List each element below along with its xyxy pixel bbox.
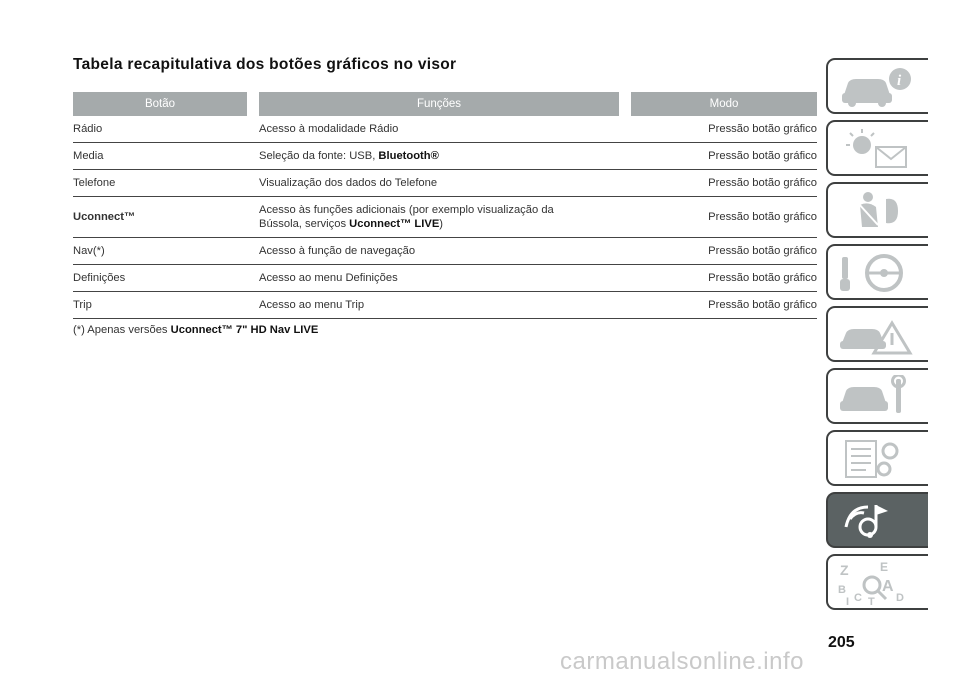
technical-data-icon [836,437,924,481]
cell-button: Uconnect™ [73,197,247,238]
tab-warning-lights[interactable] [826,120,928,176]
tab-maintenance[interactable] [826,368,928,424]
cell-mode: Pressão botão gráfico [631,197,817,238]
svg-text:D: D [896,592,904,604]
cell-mode: Pressão botão gráfico [631,238,817,265]
watermark: carmanualsonline.info [560,648,804,675]
page-title: Tabela recapitulativa dos botões gráficos no visor [73,56,457,73]
svg-text:I: I [846,596,850,605]
tab-emergency[interactable] [826,306,928,362]
cell-button: Nav(*) [73,238,247,265]
cell-function: Acesso ao menu Trip [259,292,619,319]
cell-button: Trip [73,292,247,319]
cell-button: Telefone [73,170,247,197]
cell-mode: Pressão botão gráfico [631,265,817,292]
tab-safety[interactable] [826,182,928,238]
cell-function: Acesso ao menu Definições [259,265,619,292]
tab-multimedia[interactable] [826,492,928,548]
svg-text:B: B [838,584,846,596]
table-row [73,143,817,170]
cell-function: Acesso às funções adicionais (por exemplo visualização da Bússola, serviços Uconnect™ LIVE) [259,197,619,238]
table-row [73,238,817,265]
buttons-summary-table [73,92,817,319]
cell-mode: Pressão botão gráfico [631,292,817,319]
table-row [73,116,817,143]
tab-technical-data[interactable] [826,430,928,486]
svg-text:Z: Z [840,562,849,578]
tab-car-info[interactable] [826,58,928,114]
cell-function: Acesso à função de navegação [259,238,619,265]
cell-function: Seleção da fonte: USB, Bluetooth® [259,143,619,170]
car-info-icon [836,65,924,109]
table-row [73,170,817,197]
cell-mode: Pressão botão gráfico [631,143,817,170]
table-header-row [73,92,817,116]
tab-starting-driving[interactable] [826,244,928,300]
key-steering-wheel-icon [836,251,924,295]
alphabetical-index-icon [836,561,924,605]
cell-button: Rádio [73,116,247,143]
warning-lights-message-icon [836,127,924,171]
cell-button: Definições [73,265,247,292]
cell-button: Media [73,143,247,170]
header-functions: Funções [259,92,619,116]
table-row [73,265,817,292]
page-number: 205 [828,634,855,651]
cell-function: Acesso à modalidade Rádio [259,116,619,143]
header-mode: Modo [631,92,817,116]
svg-text:C: C [854,592,862,604]
header-button: Botão [73,92,247,116]
cell-mode: Pressão botão gráfico [631,116,817,143]
cell-mode: Pressão botão gráfico [631,170,817,197]
svg-text:T: T [868,596,875,605]
svg-text:E: E [880,561,889,574]
seatbelt-airbag-icon [836,189,924,233]
table-row [73,197,817,238]
cell-function: Visualização dos dados do Telefone [259,170,619,197]
table-row [73,292,817,319]
footnote: (*) Apenas versões Uconnect™ 7" HD Nav LIVE [73,324,319,336]
svg-text:A: A [882,578,894,595]
svg-text:i: i [897,73,902,89]
tab-index[interactable] [826,554,928,610]
multimedia-icon [836,499,924,543]
car-maintenance-icon [836,375,924,419]
car-breakdown-icon [836,313,924,357]
